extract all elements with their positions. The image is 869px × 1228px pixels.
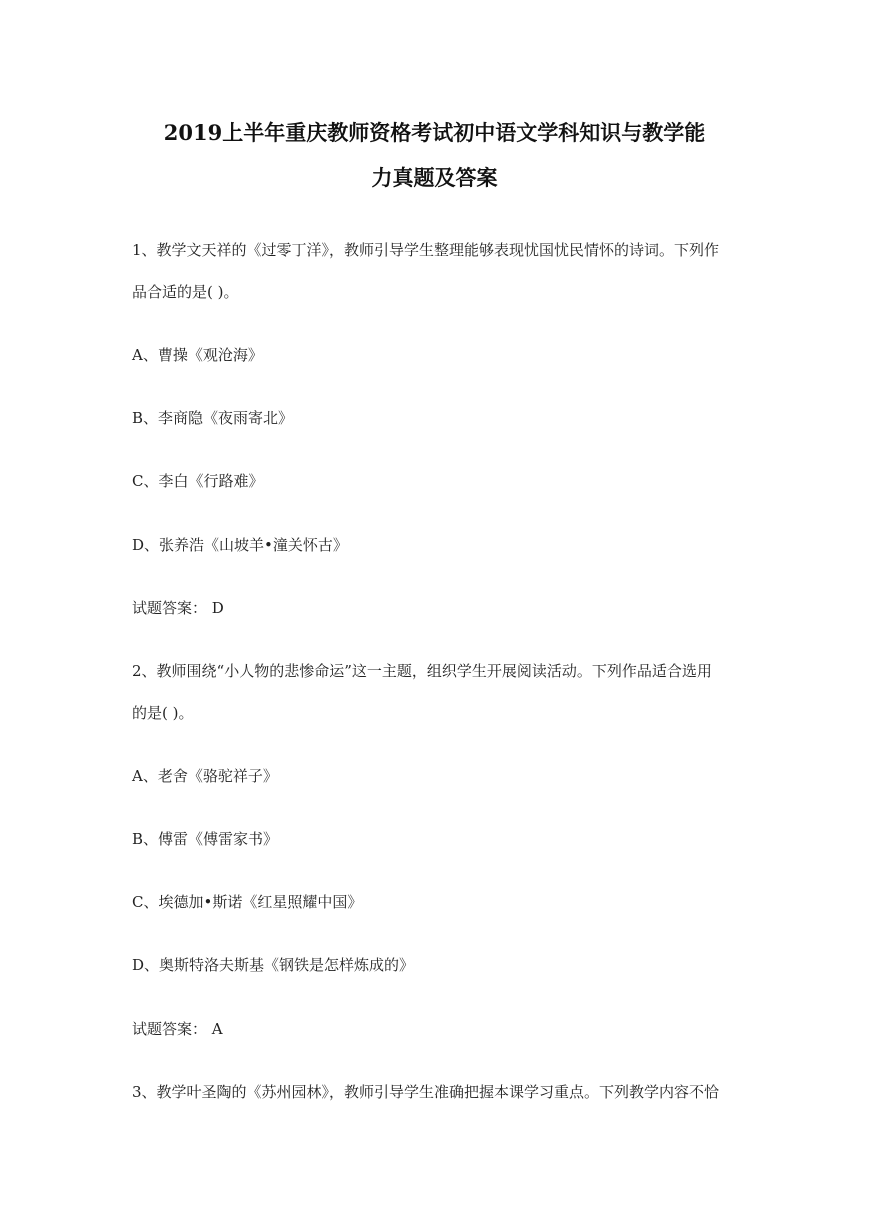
question-3-stem-line-1: 3、教学叶圣陶的《苏州园林》，教师引导学生准确把握本课学习重点。下列教学内容不恰 bbox=[132, 1083, 720, 1101]
question-1-stem-line-2: 品合适的是( )。 bbox=[132, 283, 239, 301]
question-2-stem-line-1: 2、教师围绕“小人物的悲惨命运”这一主题，组织学生开展阅读活动。下列作品适合选用 bbox=[132, 662, 712, 680]
question-1-option-b: B、李商隐《夜雨寄北》 bbox=[132, 409, 294, 427]
question-1-option-a: A、曹操《观沧海》 bbox=[132, 346, 263, 364]
document-title-line-1: 2019上半年重庆教师资格考试初中语文学科知识与教学能 bbox=[163, 120, 706, 145]
question-2-option-c: C、埃德加•斯诺《红星照耀中国》 bbox=[132, 893, 363, 911]
question-2-option-b: B、傅雷《傅雷家书》 bbox=[132, 830, 279, 848]
question-2-option-d: D、奥斯特洛夫斯基《钢铁是怎样炼成的》 bbox=[132, 956, 415, 974]
document-title-line-2: 力真题及答案 bbox=[371, 165, 498, 190]
question-1-answer: 试题答案： D bbox=[132, 599, 224, 617]
question-2-stem-line-2: 的是( )。 bbox=[132, 704, 194, 722]
question-2-answer: 试题答案： A bbox=[132, 1020, 223, 1038]
question-1-stem-line-1: 1、教学文天祥的《过零丁洋》，教师引导学生整理能够表现忧国忧民情怀的诗词。下列作 bbox=[132, 241, 720, 259]
question-2-option-a: A、老舍《骆驼祥子》 bbox=[132, 767, 278, 785]
question-1-option-c: C、李白《行路难》 bbox=[132, 472, 264, 490]
question-1-option-d: D、张养浩《山坡羊•潼关怀古》 bbox=[132, 536, 348, 554]
